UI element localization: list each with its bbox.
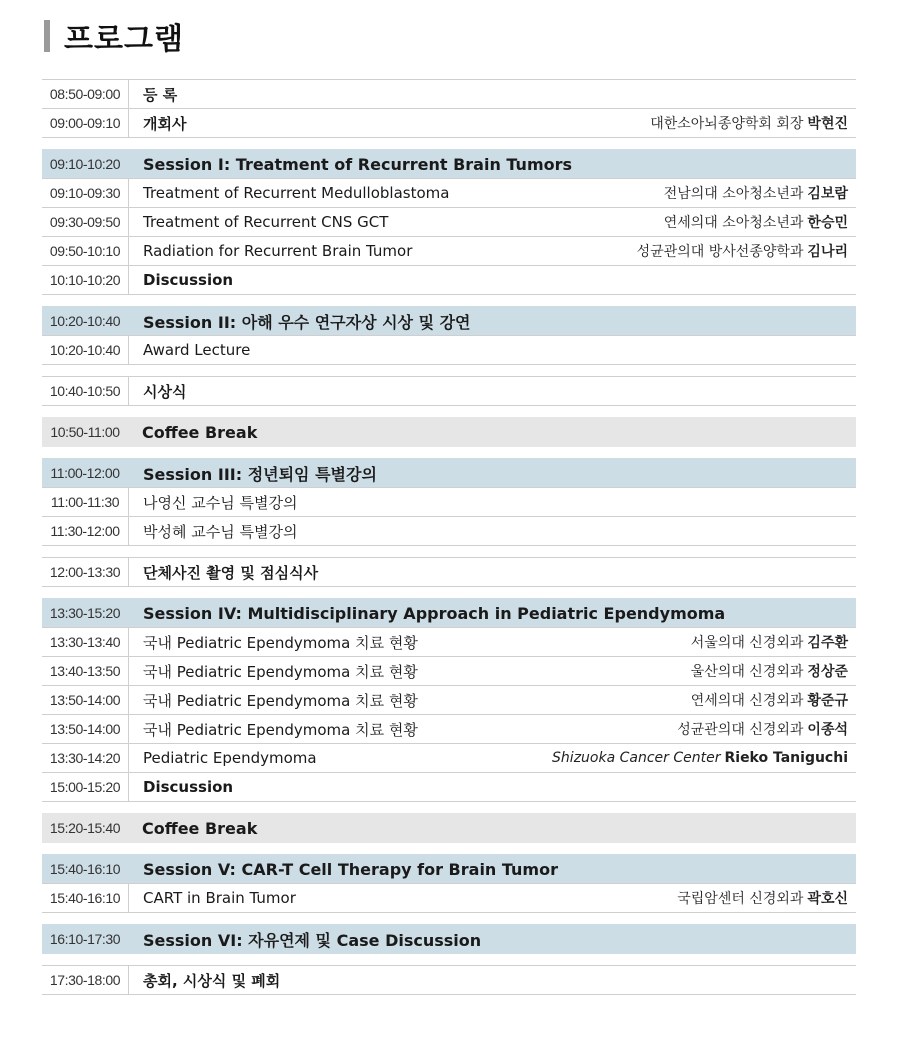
column-divider: [128, 266, 129, 294]
column-divider: [128, 715, 129, 743]
column-divider: [128, 488, 129, 516]
schedule-row: [42, 743, 856, 773]
time-slot: 09:50-10:10: [49, 243, 121, 259]
program-item: 등 록: [143, 85, 178, 104]
time-slot: 12:00-13:30: [49, 564, 121, 580]
session-title: Session I: Treatment of Recurrent Brain Tumors: [143, 154, 573, 174]
speaker-name: 한승민: [807, 215, 848, 231]
program-item: 박성혜 교수님 특별강의: [143, 522, 298, 541]
schedule-row: [42, 376, 856, 406]
column-divider: [128, 179, 129, 207]
speaker-affiliation: 서울의대 신경외과: [690, 635, 804, 651]
speaker: [677, 888, 856, 908]
speaker-affiliation: 국립암센터 신경외과: [677, 891, 804, 907]
session-header-row: [42, 149, 856, 179]
schedule-row: [42, 108, 856, 138]
program-item: 국내 Pediatric Ependymoma 치료 현황: [143, 691, 418, 710]
time-slot: 13:30-14:20: [49, 750, 121, 766]
speaker-name: 황준규: [807, 693, 848, 709]
session-title: Session II: 아해 우수 연구자상 시상 및 강연: [143, 312, 471, 332]
column-divider: [128, 517, 129, 545]
column-divider: [128, 336, 129, 364]
speaker-name: 김보람: [807, 186, 848, 202]
speaker: [664, 183, 856, 203]
schedule-row: [42, 627, 856, 657]
schedule-row: [42, 516, 856, 546]
time-slot: 15:40-16:10: [49, 861, 121, 877]
time-slot: 13:50-14:00: [49, 721, 121, 737]
time-slot: 11:00-12:00: [50, 465, 120, 481]
session-header-row: [42, 598, 856, 628]
session-title: Session III: 정년퇴임 특별강의: [143, 464, 377, 484]
program-item: Coffee Break: [142, 422, 258, 442]
speaker-name: 곽호신: [807, 891, 848, 907]
column-divider: [128, 237, 129, 265]
time-slot: 10:20-10:40: [49, 342, 121, 358]
session-title: Session IV: Multidisciplinary Approach in Pediatric Ependymoma: [143, 603, 726, 623]
column-divider: [128, 744, 129, 772]
schedule-row: [42, 557, 856, 587]
session-title: Session V: CAR-T Cell Therapy for Brain Tumor: [143, 859, 558, 879]
time-slot: 09:10-10:20: [49, 156, 121, 172]
speaker-affiliation: 성균관의대 신경외과: [677, 722, 804, 738]
time-slot: 15:20-15:40: [49, 820, 121, 836]
time-slot: 09:00-09:10: [49, 115, 121, 131]
program-item: Award Lecture: [143, 341, 251, 359]
title-accent-bar: [44, 20, 50, 52]
schedule-row: [42, 965, 856, 995]
program-item: 국내 Pediatric Ependymoma 치료 현황: [143, 720, 418, 739]
column-divider: [128, 109, 129, 137]
time-slot: 13:30-13:40: [49, 634, 121, 650]
speaker: [691, 690, 856, 710]
column-divider: [128, 966, 129, 994]
column-divider: [128, 884, 129, 912]
break-row: [42, 417, 856, 447]
schedule-row: [42, 685, 856, 715]
speaker: [664, 212, 856, 232]
session-header-row: [42, 306, 856, 336]
speaker-name: 김주환: [807, 635, 848, 651]
program-item: 나영신 교수님 특별강의: [143, 493, 298, 512]
time-slot: 13:30-15:20: [49, 605, 121, 621]
speaker: [552, 750, 856, 766]
time-slot: 11:30-12:00: [50, 523, 120, 539]
speaker-name: 김나리: [807, 244, 848, 260]
session-header-row: [42, 924, 856, 954]
time-slot: 13:50-14:00: [49, 692, 121, 708]
session-header-row: [42, 854, 856, 884]
time-slot: 17:30-18:00: [49, 972, 121, 988]
program-item: Treatment of Recurrent CNS GCT: [143, 213, 389, 231]
program-item: Treatment of Recurrent Medulloblastoma: [143, 184, 450, 202]
program-item: Discussion: [143, 778, 234, 796]
time-slot: 10:50-11:00: [50, 424, 120, 440]
schedule-row: [42, 714, 856, 744]
time-slot: 09:10-09:30: [49, 185, 121, 201]
time-slot: 10:20-10:40: [49, 313, 121, 329]
session-title: Session VI: 자유연제 및 Case Discussion: [143, 930, 482, 950]
speaker: [637, 241, 856, 261]
column-divider: [128, 686, 129, 714]
schedule-row: [42, 236, 856, 266]
page-title-text: 프로그램: [64, 22, 184, 57]
speaker-name: 박현진: [807, 116, 848, 132]
time-slot: 11:00-11:30: [50, 494, 120, 510]
speaker-name: 정상준: [807, 664, 848, 680]
schedule-row: [42, 207, 856, 237]
break-row: [42, 813, 856, 843]
schedule-row: [42, 656, 856, 686]
speaker-affiliation: 전남의대 소아청소년과: [663, 186, 804, 202]
speaker: [691, 661, 856, 681]
speaker-affiliation: 대한소아뇌종양학회 회장: [650, 116, 804, 132]
schedule-row: [42, 79, 856, 109]
time-slot: 15:40-16:10: [49, 890, 121, 906]
schedule-row: [42, 487, 856, 517]
column-divider: [128, 657, 129, 685]
time-slot: 16:10-17:30: [49, 931, 121, 947]
time-slot: 13:40-13:50: [49, 663, 121, 679]
column-divider: [128, 377, 129, 405]
program-item: 총회, 시상식 및 폐회: [143, 971, 281, 990]
program-item: 시상식: [143, 382, 187, 401]
schedule-row: [42, 883, 856, 913]
column-divider: [128, 558, 129, 586]
program-item: 개회사: [143, 114, 187, 133]
schedule-row: [42, 335, 856, 365]
column-divider: [128, 773, 129, 801]
speaker: [677, 719, 856, 739]
time-slot: 10:40-10:50: [49, 383, 121, 399]
schedule-row: [42, 772, 856, 802]
program-item: Radiation for Recurrent Brain Tumor: [143, 242, 413, 260]
time-slot: 08:50-09:00: [49, 86, 121, 102]
speaker-affiliation: Shizuoka Cancer Center: [552, 750, 721, 766]
program-item: Coffee Break: [142, 818, 258, 838]
time-slot: 10:10-10:20: [49, 272, 121, 288]
speaker-affiliation: 울산의대 신경외과: [690, 664, 804, 680]
speaker-affiliation: 성균관의대 방사선종양학과: [636, 244, 804, 260]
speaker: [650, 113, 856, 133]
session-header-row: [42, 458, 856, 488]
schedule-row: [42, 178, 856, 208]
schedule-row: [42, 265, 856, 295]
speaker-affiliation: 연세의대 신경외과: [690, 693, 804, 709]
column-divider: [128, 208, 129, 236]
column-divider: [128, 628, 129, 656]
speaker-affiliation: 연세의대 소아청소년과: [663, 215, 804, 231]
column-divider: [128, 80, 129, 108]
page-title: [44, 16, 184, 56]
speaker-name: Rieko Taniguchi: [724, 750, 848, 766]
program-item: Pediatric Ependymoma: [143, 749, 317, 767]
time-slot: 15:00-15:20: [49, 779, 121, 795]
program-item: 단체사진 촬영 및 점심식사: [143, 563, 319, 582]
speaker-name: 이종석: [807, 722, 848, 738]
program-item: CART in Brain Tumor: [143, 889, 296, 907]
time-slot: 09:30-09:50: [49, 214, 121, 230]
program-item: 국내 Pediatric Ependymoma 치료 현황: [143, 662, 418, 681]
program-schedule: [42, 80, 856, 995]
speaker: [691, 632, 856, 652]
program-item: Discussion: [143, 271, 234, 289]
program-item: 국내 Pediatric Ependymoma 치료 현황: [143, 633, 418, 652]
